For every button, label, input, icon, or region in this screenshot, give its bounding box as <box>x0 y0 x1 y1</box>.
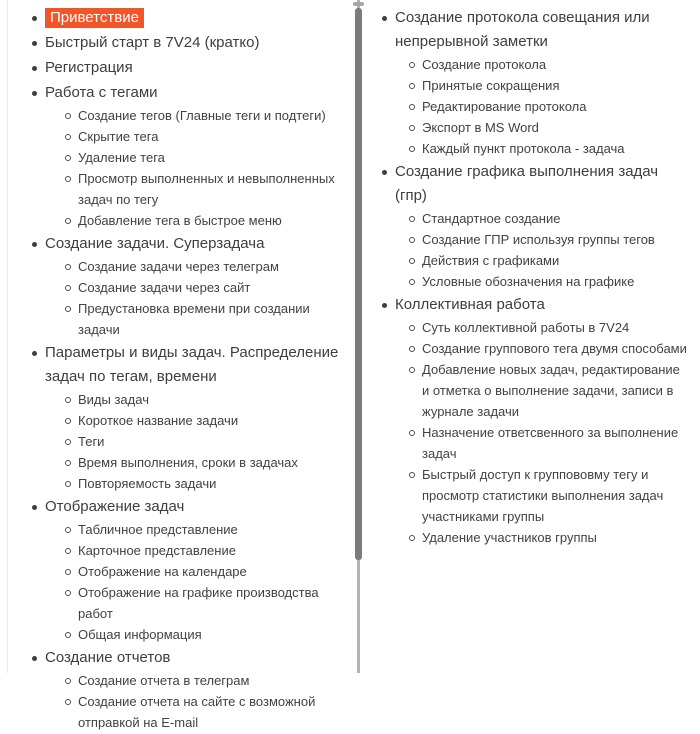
toc-column-right <box>380 5 688 549</box>
toc-subitem-label[interactable]: Виды задач <box>78 392 149 407</box>
toc-subitem[interactable] <box>65 452 352 473</box>
toc-item[interactable] <box>380 293 688 548</box>
toc-subitem-label[interactable]: Добавление новых задач, редактирование и отметка о выполнение задачи, записи в журнале задачи <box>422 362 680 419</box>
bullet-circle-icon <box>409 125 415 131</box>
toc-subitem-label[interactable]: Удаление тега <box>78 150 165 165</box>
toc-subitem-label[interactable]: Удаление участников группы <box>422 530 597 545</box>
toc-subitem-label[interactable]: Быстрый доступ к группововму тегу и просмотр статистики выполнения задач участниками группы <box>422 467 664 524</box>
toc-subitem[interactable] <box>409 96 688 117</box>
toc-item-label[interactable]: Создание задачи. Суперзадача <box>45 235 265 252</box>
toc-subitem[interactable] <box>65 431 352 452</box>
toc-subitem-label[interactable]: Каждый пункт протокола - задача <box>422 141 625 156</box>
toc-subitem-label[interactable]: Карточное представление <box>78 543 236 558</box>
bullet-circle-icon <box>409 146 415 152</box>
toc-sublist <box>395 317 688 548</box>
toc-item-label[interactable]: Регистрация <box>45 59 133 76</box>
toc-item-label[interactable]: Создание протокола совещания или непрерывной заметки <box>395 9 650 50</box>
left-border-line <box>7 0 8 673</box>
bullet-circle-icon <box>65 113 71 119</box>
bullet-circle-icon <box>409 472 415 478</box>
toc-subitem[interactable] <box>409 359 688 422</box>
bullet-circle-icon <box>65 569 71 575</box>
toc-subitem[interactable] <box>65 624 352 645</box>
toc-subitem[interactable] <box>409 250 688 271</box>
toc-subitem[interactable] <box>65 473 352 494</box>
bullet-circle-icon <box>65 439 71 445</box>
toc-list <box>380 6 688 548</box>
bullet-circle-icon <box>65 264 71 270</box>
bullet-disc-icon <box>32 41 37 46</box>
toc-sublist <box>45 389 352 494</box>
toc-subitem[interactable] <box>65 691 352 733</box>
toc-subitem-label[interactable]: Создание протокола <box>422 57 547 72</box>
bullet-circle-icon <box>65 134 71 140</box>
toc-sublist <box>45 105 352 231</box>
toc-subitem[interactable] <box>409 527 688 548</box>
toc-item[interactable] <box>30 646 352 733</box>
toc-subitem-label[interactable]: Редактирование протокола <box>422 99 587 114</box>
bullet-circle-icon <box>65 460 71 466</box>
toc-subitem[interactable] <box>65 540 352 561</box>
toc-item[interactable] <box>30 81 352 231</box>
toc-subitem[interactable] <box>65 147 352 168</box>
scrollbar-top-cap <box>353 2 364 6</box>
bullet-circle-icon <box>65 397 71 403</box>
toc-subitem[interactable] <box>65 389 352 410</box>
bullet-circle-icon <box>65 481 71 487</box>
toc-item-label-highlighted[interactable]: Приветствие <box>45 8 144 28</box>
bullet-circle-icon <box>65 285 71 291</box>
bullet-disc-icon <box>32 242 37 247</box>
bullet-circle-icon <box>409 83 415 89</box>
toc-subitem[interactable] <box>65 410 352 431</box>
toc-subitem[interactable] <box>409 229 688 250</box>
toc-subitem-label[interactable]: Стандартное создание <box>422 211 561 226</box>
bullet-circle-icon <box>65 176 71 182</box>
bullet-disc-icon <box>382 16 387 21</box>
bullet-circle-icon <box>409 346 415 352</box>
toc-subitem-label[interactable]: Теги <box>78 434 105 449</box>
toc-item-label[interactable]: Создание графика выполнения задач (гпр) <box>395 163 659 204</box>
toc-subitem[interactable] <box>409 75 688 96</box>
bullet-disc-icon <box>382 303 387 308</box>
toc-subitem-label[interactable]: Создание ГПР используя группы тегов <box>422 232 655 247</box>
toc-item-label[interactable]: Работа с тегами <box>45 84 158 101</box>
bullet-disc-icon <box>32 351 37 356</box>
toc-subitem-label[interactable]: Короткое название задачи <box>78 413 239 428</box>
toc-subitem[interactable] <box>65 298 352 340</box>
toc-subitem-label[interactable]: Отображение на календаре <box>78 564 247 579</box>
bullet-disc-icon <box>382 170 387 175</box>
scrollbar-thumb[interactable] <box>355 8 362 560</box>
bullet-circle-icon <box>65 306 71 312</box>
toc-subitem-label[interactable]: Создание отчета в телеграм <box>78 673 250 688</box>
toc-subitem-label[interactable]: Условные обозначения на графике <box>422 274 635 289</box>
toc-subitem[interactable] <box>65 105 352 126</box>
toc-sublist <box>45 670 352 733</box>
bullet-circle-icon <box>409 62 415 68</box>
toc-item-label[interactable]: Параметры и виды задач. Распределение задач по тегам, времени <box>45 344 339 385</box>
vertical-scrollbar[interactable] <box>353 0 364 673</box>
toc-subitem-label[interactable]: Суть коллективной работы в 7V24 <box>422 320 630 335</box>
toc-subitem[interactable] <box>409 138 688 159</box>
bullet-disc-icon <box>32 505 37 510</box>
bullet-disc-icon <box>32 91 37 96</box>
toc-subitem-label[interactable]: Назначение ответсвенного за выполнение задач <box>422 425 679 461</box>
toc-subitem[interactable] <box>409 271 688 292</box>
toc-list <box>30 6 352 733</box>
bullet-circle-icon <box>65 218 71 224</box>
toc-subitem-label[interactable]: Создание задачи через сайт <box>78 280 251 295</box>
toc-subitem-label[interactable]: Экспорт в MS Word <box>422 120 539 135</box>
toc-item-label[interactable]: Отображение задач <box>45 498 185 515</box>
toc-subitem[interactable] <box>65 210 352 231</box>
toc-item[interactable] <box>380 6 688 159</box>
toc-subitem-label[interactable]: Повторяемость задачи <box>78 476 217 491</box>
toc-subitem[interactable] <box>409 317 688 338</box>
bullet-circle-icon <box>65 548 71 554</box>
bullet-circle-icon <box>409 104 415 110</box>
bullet-circle-icon <box>409 216 415 222</box>
toc-sublist <box>45 519 352 645</box>
bullet-circle-icon <box>409 430 415 436</box>
bullet-circle-icon <box>65 678 71 684</box>
toc-item-label[interactable]: Коллективная работа <box>395 296 545 313</box>
bullet-circle-icon <box>65 632 71 638</box>
bullet-circle-icon <box>409 367 415 373</box>
bullet-circle-icon <box>409 258 415 264</box>
toc-subitem-label[interactable]: Время выполнения, сроки в задачах <box>78 455 298 470</box>
bullet-circle-icon <box>409 325 415 331</box>
toc-subitem-label[interactable]: Создание группового тега двумя способами <box>422 341 687 356</box>
toc-item[interactable] <box>30 232 352 340</box>
toc-subitem-label[interactable]: Создание отчета на сайте с возможной отправкой на E-mail <box>78 694 316 730</box>
toc-item-label[interactable]: Создание отчетов <box>45 649 171 666</box>
bullet-circle-icon <box>409 279 415 285</box>
toc-subitem-label[interactable]: Просмотр выполненных и невыполненных задач по тегу <box>78 171 335 207</box>
toc-subitem-label[interactable]: Добавление тега в быстрое меню <box>78 213 282 228</box>
toc-subitem[interactable] <box>65 582 352 624</box>
toc-subitem[interactable] <box>65 561 352 582</box>
bullet-circle-icon <box>65 590 71 596</box>
bullet-circle-icon <box>409 237 415 243</box>
toc-item[interactable] <box>30 6 352 30</box>
bullet-circle-icon <box>409 535 415 541</box>
toc-subitem[interactable] <box>65 519 352 540</box>
toc-subitem-label[interactable]: Создание задачи через телеграм <box>78 259 279 274</box>
toc-subitem[interactable] <box>409 117 688 138</box>
toc-subitem[interactable] <box>409 422 688 464</box>
bullet-circle-icon <box>65 155 71 161</box>
toc-subitem-label[interactable]: Принятые сокращения <box>422 78 560 93</box>
toc-subitem-label[interactable]: Табличное представление <box>78 522 238 537</box>
toc-subitem-label[interactable]: Отображение на графике производства работ <box>78 585 319 621</box>
bullet-circle-icon <box>65 418 71 424</box>
toc-sublist <box>395 208 688 292</box>
toc-item-label[interactable]: Быстрый старт в 7V24 (кратко) <box>45 34 260 51</box>
toc-sublist <box>395 54 688 159</box>
toc-item[interactable] <box>30 31 352 55</box>
toc-subitem[interactable] <box>65 126 352 147</box>
bullet-disc-icon <box>32 66 37 71</box>
toc-column-left <box>30 5 352 734</box>
toc-subitem[interactable] <box>65 277 352 298</box>
bullet-disc-icon <box>32 656 37 661</box>
bullet-circle-icon <box>65 699 71 705</box>
toc-item[interactable] <box>380 160 688 292</box>
bullet-circle-icon <box>65 527 71 533</box>
toc-subitem[interactable] <box>409 464 688 527</box>
toc-subitem[interactable] <box>409 208 688 229</box>
toc-subitem-label[interactable]: Скрытие тега <box>78 129 159 144</box>
toc-subitem[interactable] <box>65 256 352 277</box>
toc-subitem[interactable] <box>65 168 352 210</box>
toc-subitem-label[interactable]: Предустановка времени при создании задачи <box>78 301 310 337</box>
toc-subitem-label[interactable]: Создание тегов (Главные теги и подтеги) <box>78 108 326 123</box>
toc-item[interactable] <box>30 495 352 645</box>
toc-sublist <box>45 256 352 340</box>
toc-subitem[interactable] <box>409 338 688 359</box>
toc-subitem-label[interactable]: Действия с графиками <box>422 253 560 268</box>
toc-subitem[interactable] <box>65 670 352 691</box>
toc-item[interactable] <box>30 341 352 494</box>
bullet-disc-icon <box>32 16 37 21</box>
toc-subitem[interactable] <box>409 54 688 75</box>
toc-item[interactable] <box>30 56 352 80</box>
toc-subitem-label[interactable]: Общая информация <box>78 627 202 642</box>
